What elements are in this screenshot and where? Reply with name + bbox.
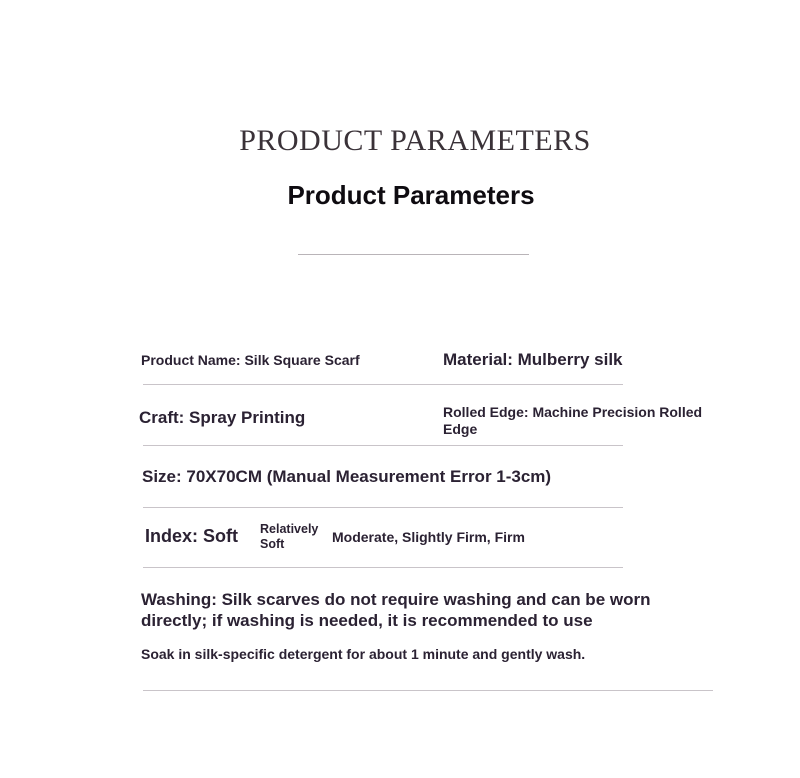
- page-title: Product Parameters: [287, 180, 535, 210]
- bottom-divider: [143, 690, 713, 691]
- title-divider: [298, 254, 529, 255]
- washing: Washing: Silk scarves do not require washing and can be worn directly; if washing is needed, it is recommended to use: [141, 590, 651, 630]
- row-divider: [143, 507, 623, 508]
- row-divider: [143, 384, 623, 385]
- index-soft: Index: Soft: [145, 526, 238, 546]
- index-relatively-soft: Relatively Soft: [260, 522, 319, 551]
- row-divider: [143, 445, 623, 446]
- index-other-levels: Moderate, Slightly Firm, Firm: [332, 529, 525, 545]
- washing-detail: Soak in silk-specific detergent for about 1 minute and gently wash.: [141, 646, 586, 662]
- craft: Craft: Spray Printing: [139, 408, 306, 427]
- rolled-edge: Rolled Edge: Machine Precision Rolled Edge: [443, 404, 703, 437]
- page-title-decorative: PRODUCT PARAMETERS: [239, 124, 591, 157]
- row-divider: [143, 567, 623, 568]
- product-name: Product Name: Silk Square Scarf: [141, 352, 360, 368]
- material: Material: Mulberry silk: [443, 350, 623, 369]
- size: Size: 70X70CM (Manual Measurement Error 1-3cm): [142, 467, 552, 486]
